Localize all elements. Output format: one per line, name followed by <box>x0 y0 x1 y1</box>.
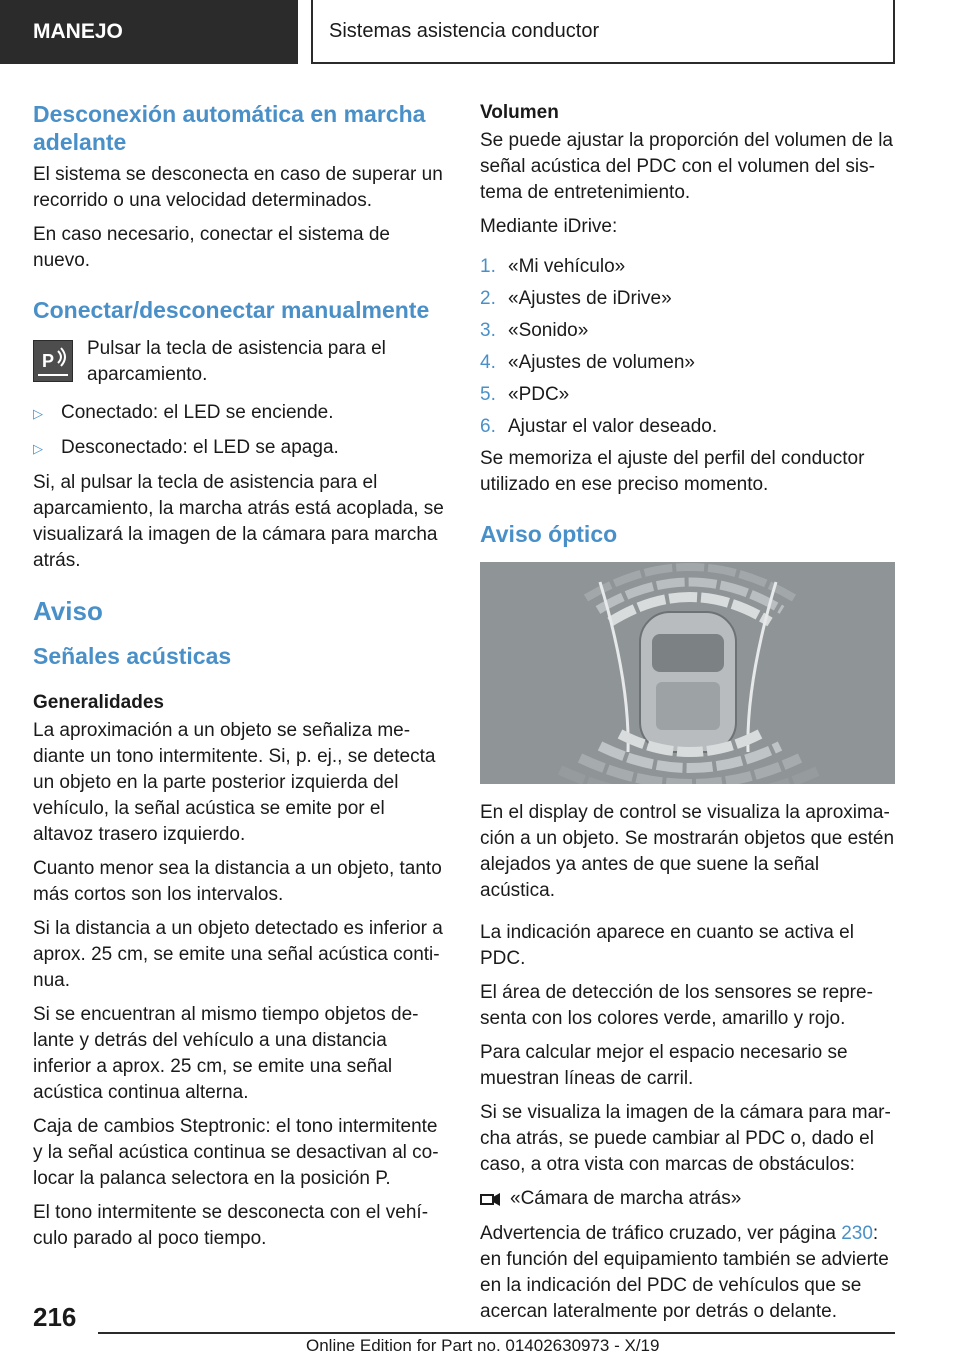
step-text: «Mi vehículo» <box>508 256 626 277</box>
paragraph: El tono intermitente se desconecta con el vehículo parado al poco tiempo. <box>33 1202 429 1249</box>
paragraph <box>480 1221 898 1325</box>
heading-senales: Señales acústicas <box>33 643 232 669</box>
heading-optico: Aviso óptico <box>480 521 618 547</box>
paragraph: Se memoriza el ajuste del perfil del conductor utilizado en ese preciso momento. <box>480 448 865 495</box>
step-item <box>480 350 898 376</box>
step-item <box>480 254 898 280</box>
header-section <box>0 0 298 64</box>
header-chapter <box>311 0 895 64</box>
svg-text:P: P <box>42 351 55 371</box>
paragraph: Para calcular mejor el espacio necesario se muestran líneas de carril. <box>480 1042 848 1089</box>
paragraph: Cuanto menor sea la distancia a un objeto, tanto más cortos son los intervalos. <box>33 858 442 905</box>
paragraph: Pulsar la tecla de asistencia para el aparcamiento. <box>87 338 386 385</box>
step-number: 2. <box>480 288 496 309</box>
paragraph: Si la distancia a un objeto detectado es inferior a aprox. 25 cm, se emite una señal acústica continua. <box>33 918 443 991</box>
step-text: «Ajustes de iDrive» <box>508 288 672 309</box>
step-item <box>480 318 898 344</box>
step-text: Ajustar el valor deseado. <box>508 416 718 437</box>
pdc-display-image <box>480 562 895 784</box>
section-title: MANEJO <box>33 20 123 43</box>
paragraph: La indicación aparece en cuanto se activa el PDC. <box>480 922 854 969</box>
step-number: 1. <box>480 256 496 277</box>
parking-button-row <box>33 336 445 388</box>
pdc-illustration <box>480 562 895 784</box>
paragraph: Si, al pulsar la tecla de asistencia para el aparcamiento, la marcha atrás está acoplada, se visualizará la imagen de la cámara para marcha atrás. <box>33 472 444 571</box>
list-item <box>33 435 445 462</box>
paragraph: En el display de control se visualiza la aproximación a un objeto. Se mostrarán objetos que estén alejados ya antes de que suene la señal acústica. <box>480 802 895 901</box>
paragraph: Se puede ajustar la proporción del volumen de la señal acústica del PDC con el volumen del sistema de entretenimiento. <box>480 130 893 203</box>
left-column <box>33 100 445 1260</box>
right-column <box>480 100 898 1333</box>
list-item <box>33 400 445 427</box>
edition-text: Online Edition for Part no. 01402630973 - X/19 <box>306 1336 660 1355</box>
heading-auto-off: Desconexión automática en marcha adelante <box>33 101 426 155</box>
paragraph: La aproximación a un objeto se señaliza mediante un tono intermitente. Si, p. ej., se detecta un objeto en la parte posterior izquierda del vehículo, la señal acústica se emite por el altavoz trasero izquierdo. <box>33 720 436 845</box>
camera-option-row <box>480 1186 898 1213</box>
triangle-bullet-icon: ▷ <box>33 406 43 421</box>
paragraph: El sistema se desconecta en caso de superar un recorrido o una velocidad determinados. <box>33 164 443 211</box>
heading-aviso: Aviso <box>33 596 103 626</box>
cross-traffic-text: Advertencia de tráfico cruzado, ver página <box>480 1223 842 1244</box>
list-item-text: Desconectado: el LED se apaga. <box>61 437 339 458</box>
step-number: 3. <box>480 320 496 341</box>
paragraph: Mediante iDrive: <box>480 216 618 237</box>
heading-manual: Conectar/desconectar manualmente <box>33 297 430 323</box>
step-number: 6. <box>480 416 496 437</box>
paragraph: En caso necesario, conectar el sistema de nuevo. <box>33 224 390 271</box>
triangle-bullet-icon: ▷ <box>33 441 43 456</box>
paragraph: El área de detección de los sensores se representa con los colores verde, amarillo y rojo. <box>480 982 873 1029</box>
step-text: «PDC» <box>508 384 570 405</box>
step-number: 5. <box>480 384 496 405</box>
heading-volumen: Volumen <box>480 102 559 123</box>
parking-assist-button-icon <box>33 340 73 382</box>
step-number: 4. <box>480 352 496 373</box>
paragraph: Caja de cambios Steptronic: el tono intermitente y la señal acústica continua se desactivan al colocar la palanca selectora en la posición P. <box>33 1116 439 1189</box>
rear-camera-icon <box>480 1186 510 1213</box>
cross-traffic-text-cont: : en función del equipamiento también se advierte en la indicación del PDC de vehículos que se acercan lateralmente por detrás o delante. <box>480 1223 889 1322</box>
step-item <box>480 414 898 440</box>
list-item-text: Conectado: el LED se enciende. <box>61 402 334 423</box>
step-text: «Sonido» <box>508 320 589 341</box>
camera-option-label: «Cámara de marcha atrás» <box>510 1188 742 1209</box>
step-item <box>480 286 898 312</box>
chapter-title: Sistemas asistencia conductor <box>329 19 600 42</box>
heading-generalidades: Generalidades <box>33 692 164 713</box>
footer-divider <box>98 1332 895 1334</box>
paragraph: Si se visualiza la imagen de la cámara para marcha atrás, se puede cambiar al PDC o, dado el caso, a otra vista con marcas de obstáculos: <box>480 1102 891 1175</box>
step-item <box>480 382 898 408</box>
step-text: «Ajustes de volumen» <box>508 352 695 373</box>
page-link-230[interactable]: 230 <box>841 1223 873 1244</box>
paragraph: Si se encuentran al mismo tiempo objetos delante y detrás del vehículo a una distancia inferior a aprox. 25 cm, se emite una señal acústica continua alterna. <box>33 1004 419 1103</box>
page-number: 216 <box>33 1302 77 1332</box>
